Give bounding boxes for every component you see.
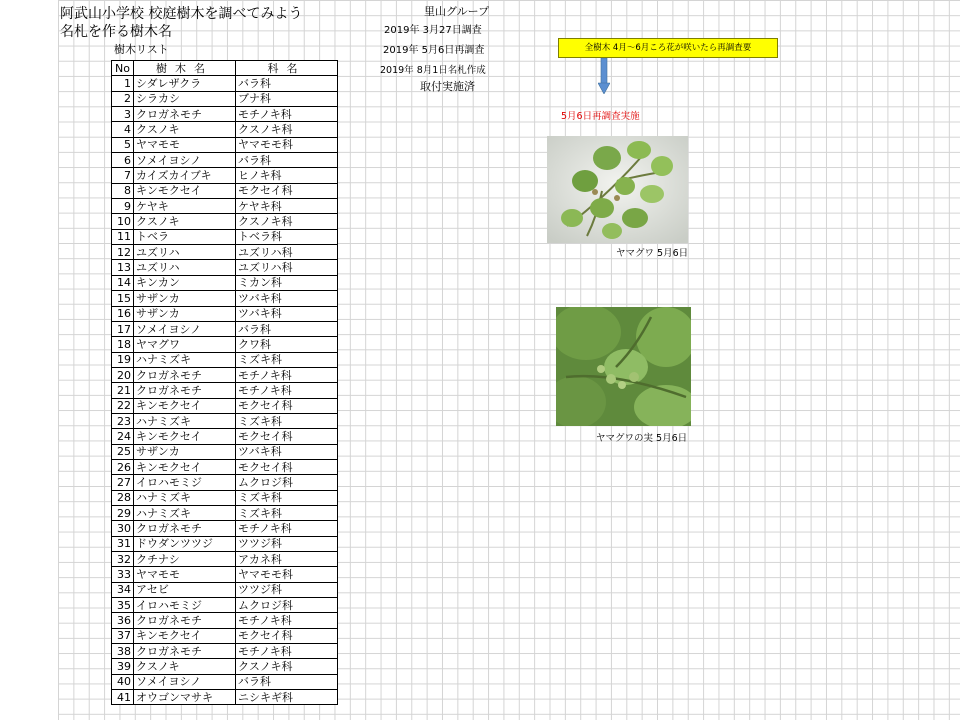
photo-caption: ヤマグワ 5月6日 [616,248,689,259]
table-row [112,598,338,613]
table-row [112,199,338,214]
table-row [112,490,338,505]
row-number: 40 [112,674,134,689]
family-name: バラ科 [236,153,338,168]
down-arrow-icon [598,58,610,94]
family-name: ミズキ科 [236,490,338,505]
row-number: 9 [112,199,134,214]
tree-name: クロガネモチ [134,644,236,659]
tree-name: サザンカ [134,291,236,306]
table-row [112,613,338,628]
family-name: バラ科 [236,674,338,689]
tree-name: ヤマモモ [134,137,236,152]
family-name: クワ科 [236,337,338,352]
row-number: 6 [112,153,134,168]
tree-name: キンカン [134,275,236,290]
row-number: 24 [112,429,134,444]
family-name: バラ科 [236,321,338,336]
row-number: 17 [112,321,134,336]
tree-name: オウゴンマサキ [134,690,236,705]
table-row [112,291,338,306]
tree-name: クロガネモチ [134,107,236,122]
family-name: ユズリハ科 [236,260,338,275]
table-row [112,644,338,659]
tree-name: クロガネモチ [134,521,236,536]
tree-name: キンモクセイ [134,459,236,474]
fruit-leaves-photo [556,307,691,426]
table-row [112,582,338,597]
row-number: 12 [112,245,134,260]
family-name: ヤマモモ科 [236,137,338,152]
row-number: 23 [112,413,134,428]
row-number: 36 [112,613,134,628]
table-row [112,521,338,536]
table-row [112,690,338,705]
family-name: モクセイ科 [236,398,338,413]
family-name: クスノキ科 [236,214,338,229]
table-row [112,337,338,352]
header-no: No [112,61,134,76]
table-row [112,229,338,244]
family-name: クスノキ科 [236,659,338,674]
row-number: 18 [112,337,134,352]
family-name: モチノキ科 [236,107,338,122]
row-number: 3 [112,107,134,122]
row-number: 31 [112,536,134,551]
family-name: ヤマモモ科 [236,567,338,582]
table-row [112,552,338,567]
table-row [112,398,338,413]
tree-name: イロハモミジ [134,598,236,613]
tree-name: ハナミズキ [134,352,236,367]
family-name: アカネ科 [236,552,338,567]
table-row [112,107,338,122]
table-row [112,306,338,321]
row-number: 38 [112,644,134,659]
row-number: 20 [112,367,134,382]
tree-name: キンモクセイ [134,398,236,413]
family-name: ツバキ科 [236,444,338,459]
family-name: ムクロジ科 [236,598,338,613]
row-number: 10 [112,214,134,229]
family-name: ミズキ科 [236,352,338,367]
tree-name: イロハモミジ [134,475,236,490]
table-row [112,183,338,198]
row-number: 13 [112,260,134,275]
family-name: モチノキ科 [236,644,338,659]
tree-name: キンモクセイ [134,183,236,198]
row-number: 22 [112,398,134,413]
table-row [112,383,338,398]
table-row [112,674,338,689]
resurvey-date: 2019年 5月6日再調査 [383,45,485,56]
tree-name: トベラ [134,229,236,244]
tree-name: サザンカ [134,306,236,321]
family-name: モクセイ科 [236,628,338,643]
tree-name: キンモクセイ [134,628,236,643]
installed-note: 取付実施済 [420,80,475,93]
tree-name: カイズカイブキ [134,168,236,183]
family-name: ニシキギ科 [236,690,338,705]
tree-name: アセビ [134,582,236,597]
table-row [112,260,338,275]
tree-name: シラカシ [134,91,236,106]
resurvey-callout: 全樹木 4月～6月ころ花が咲いたら再調査要 [558,38,778,58]
survey-date: 2019年 3月27日調査 [384,25,482,36]
tree-leaves-photo [547,136,688,243]
table-row [112,321,338,336]
table-row [112,91,338,106]
tree-name: ハナミズキ [134,505,236,520]
resurvey-done-note: 5月6日再調査実施 [561,111,640,122]
list-label: 樹木リスト [114,43,169,56]
family-name: ツツジ科 [236,536,338,551]
tree-name: クロガネモチ [134,383,236,398]
tree-name: クロガネモチ [134,367,236,382]
row-number: 2 [112,91,134,106]
family-name: モクセイ科 [236,459,338,474]
row-number: 29 [112,505,134,520]
tree-name: ユズリハ [134,245,236,260]
header-family: 科名 [236,61,338,76]
row-number: 27 [112,475,134,490]
tree-name: クスノキ [134,122,236,137]
tree-name: ヤマモモ [134,567,236,582]
row-number: 25 [112,444,134,459]
tree-name: クロガネモチ [134,613,236,628]
tree-name: シダレザクラ [134,76,236,91]
row-number: 39 [112,659,134,674]
family-name: ツツジ科 [236,582,338,597]
row-number: 4 [112,122,134,137]
tree-name: キンモクセイ [134,429,236,444]
family-name: バラ科 [236,76,338,91]
table-row [112,245,338,260]
family-name: ミズキ科 [236,505,338,520]
family-name: クスノキ科 [236,122,338,137]
page-subtitle: 名札を作る樹木名 [60,24,172,40]
table-row [112,214,338,229]
table-row [112,444,338,459]
header-tree-name: 樹木名 [134,61,236,76]
group-name: 里山グループ [424,5,490,18]
row-number: 35 [112,598,134,613]
row-number: 41 [112,690,134,705]
row-number: 5 [112,137,134,152]
family-name: ミカン科 [236,275,338,290]
table-row [112,567,338,582]
row-number: 33 [112,567,134,582]
table-row [112,413,338,428]
family-name: ブナ科 [236,91,338,106]
tree-name: ヤマグワ [134,337,236,352]
row-number: 28 [112,490,134,505]
family-name: ツバキ科 [236,291,338,306]
family-name: モクセイ科 [236,183,338,198]
row-number: 1 [112,76,134,91]
label-date: 2019年 8月1日名札作成 [380,65,486,76]
table-row [112,137,338,152]
table-row [112,429,338,444]
sheet-margin [0,0,58,720]
family-name: ミズキ科 [236,413,338,428]
family-name: モチノキ科 [236,383,338,398]
tree-name: サザンカ [134,444,236,459]
family-name: トベラ科 [236,229,338,244]
row-number: 16 [112,306,134,321]
row-number: 15 [112,291,134,306]
tree-name: ソメイヨシノ [134,153,236,168]
table-row [112,459,338,474]
table-row [112,505,338,520]
tree-name: ソメイヨシノ [134,321,236,336]
row-number: 14 [112,275,134,290]
tree-name: ソメイヨシノ [134,674,236,689]
row-number: 19 [112,352,134,367]
row-number: 26 [112,459,134,474]
family-name: モクセイ科 [236,429,338,444]
family-name: ケヤキ科 [236,199,338,214]
family-name: モチノキ科 [236,367,338,382]
table-row [112,659,338,674]
row-number: 37 [112,628,134,643]
tree-name: クスノキ [134,214,236,229]
table-row [112,275,338,290]
table-row [112,352,338,367]
table-row [112,153,338,168]
tree-name: ユズリハ [134,260,236,275]
family-name: ユズリハ科 [236,245,338,260]
tree-name: クチナシ [134,552,236,567]
table-row [112,367,338,382]
table-row [112,536,338,551]
family-name: ムクロジ科 [236,475,338,490]
table-row [112,168,338,183]
tree-name: ドウダンツツジ [134,536,236,551]
tree-list-table [111,60,338,705]
family-name: ツバキ科 [236,306,338,321]
tree-name: ハナミズキ [134,490,236,505]
row-number: 11 [112,229,134,244]
family-name: ヒノキ科 [236,168,338,183]
row-number: 32 [112,552,134,567]
family-name: モチノキ科 [236,613,338,628]
table-header-row [112,61,338,76]
table-row [112,76,338,91]
table-row [112,628,338,643]
table-row [112,475,338,490]
page-title: 阿武山小学校 校庭樹木を調べてみよう [60,6,303,22]
tree-name: クスノキ [134,659,236,674]
photo-caption: ヤマグワの実 5月6日 [596,433,688,444]
tree-name: ケヤキ [134,199,236,214]
row-number: 30 [112,521,134,536]
row-number: 34 [112,582,134,597]
row-number: 7 [112,168,134,183]
family-name: モチノキ科 [236,521,338,536]
tree-name: ハナミズキ [134,413,236,428]
table-row [112,122,338,137]
row-number: 21 [112,383,134,398]
row-number: 8 [112,183,134,198]
